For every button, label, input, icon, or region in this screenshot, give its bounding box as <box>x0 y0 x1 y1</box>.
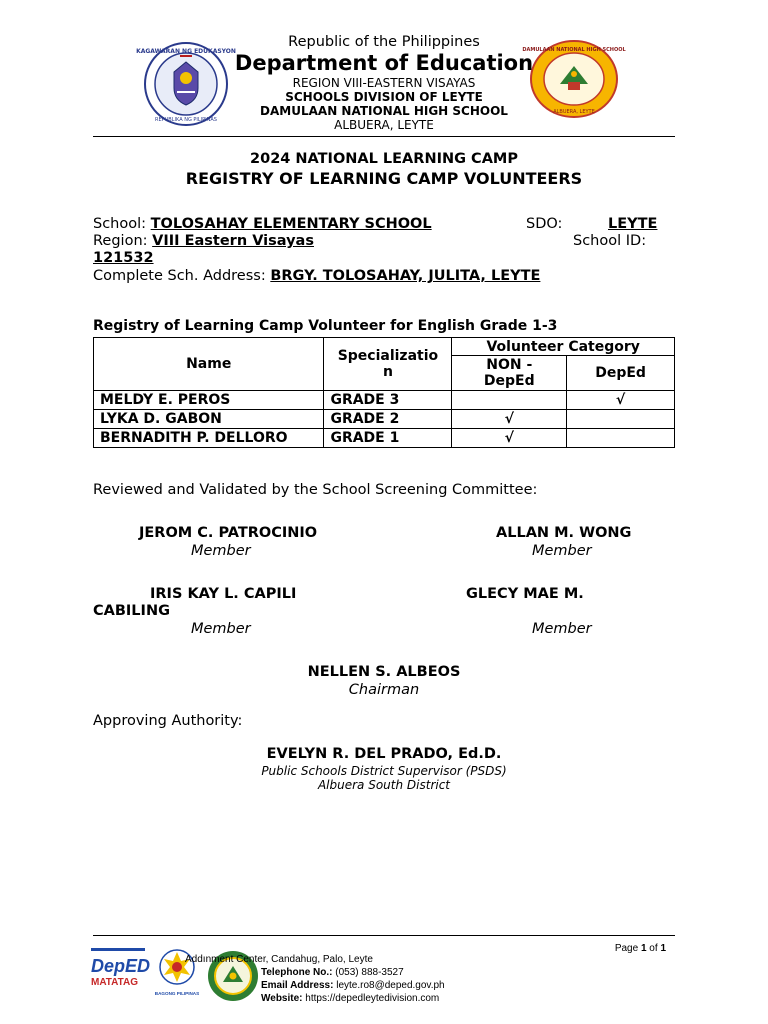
footer-email <box>261 979 445 993</box>
footer-phone-value: (053) 888-3527 <box>332 967 404 978</box>
table-header-row <box>94 338 675 356</box>
region-line <box>93 233 314 249</box>
deped-check: √ <box>567 391 675 410</box>
header-volunteer-category: Volunteer Category <box>452 338 675 356</box>
approving-label: Approving Authority: <box>93 713 243 729</box>
member-3-name: IRIS KAY L. CAPILI <box>150 586 297 602</box>
footer-address-label: Addı <box>185 954 206 965</box>
division-name: SCHOOLS DIVISION OF LEYTE <box>285 90 483 104</box>
header-name: Name <box>94 338 324 391</box>
review-statement: Reviewed and Validated by the School Screening Committee: <box>93 482 538 498</box>
region-name: REGION VIII-EASTERN VISAYAS <box>292 76 476 90</box>
page-number <box>560 942 666 956</box>
school-id-label: School ID: <box>573 233 647 249</box>
member-2-role: Member <box>532 543 592 559</box>
svg-text:ALBUERA, LEYTE: ALBUERA, LEYTE <box>553 109 595 115</box>
school-value: TOLOSAHAY ELEMENTARY SCHOOL <box>150 216 432 232</box>
department-name: Department of Education <box>234 51 534 75</box>
svg-text:KAGAWARAN NG EDUKASYON: KAGAWARAN NG EDUKASYON <box>136 48 236 55</box>
page-of: of <box>646 943 661 954</box>
deped-check <box>567 410 675 429</box>
non-deped-check <box>452 391 567 410</box>
svg-text:DAMULAAN NATIONAL HIGH SCHOOL: DAMULAAN NATIONAL HIGH SCHOOL <box>522 47 626 53</box>
member-4-role: Member <box>532 621 592 637</box>
footer-website-label: Website: <box>261 993 303 1004</box>
volunteer-name: LYKA D. GABON <box>94 410 324 429</box>
volunteer-table <box>93 337 675 448</box>
non-deped-check: √ <box>452 410 567 429</box>
sdo-label: SDO: <box>526 216 563 232</box>
matatag-logo-text: MATATAG <box>91 977 139 988</box>
deped-matatag-logo <box>91 948 151 998</box>
table-row <box>94 391 675 410</box>
header-non-deped-line2: DepEd <box>483 373 535 389</box>
country-name: Republic of the Philippines <box>288 34 480 50</box>
volunteer-name: MELDY E. PEROS <box>94 391 324 410</box>
logo-stripe <box>91 948 145 951</box>
header-deped: DepEd <box>567 356 675 391</box>
sdo-value: LEYTE <box>608 216 658 232</box>
header-specialization-line2: n <box>382 364 393 380</box>
address-label: Complete Sch. Address: <box>93 268 266 284</box>
camp-title: 2024 NATIONAL LEARNING CAMP <box>250 151 518 167</box>
member-1-name: JEROM C. PATROCINIO <box>139 525 318 541</box>
school-location: ALBUERA, LEYTE <box>334 118 434 132</box>
chairman-role: Chairman <box>348 682 420 698</box>
registry-title: REGISTRY OF LEARNING CAMP VOLUNTEERS <box>185 169 583 188</box>
deped-logo-text: DepED <box>91 956 151 976</box>
member-3-role: Member <box>191 621 251 637</box>
page-current: 1 <box>640 943 647 954</box>
table-row <box>94 410 675 429</box>
footer-address <box>185 953 373 967</box>
member-4-name: GLECY MAE M. <box>466 586 584 602</box>
footer-website <box>261 992 439 1006</box>
page-total: 1 <box>660 943 666 954</box>
region-value: VIII Eastern Visayas <box>152 233 314 249</box>
footer-divider <box>93 935 675 936</box>
approver-name: EVELYN R. DEL PRADO, Ed.D. <box>266 746 502 762</box>
svg-text:REPUBLIKA NG PILIPINAS: REPUBLIKA NG PILIPINAS <box>155 117 217 123</box>
school-line <box>93 216 432 232</box>
header-non-deped-line1: NON - <box>486 357 533 373</box>
address-value: BRGY. TOLOSAHAY, JULITA, LEYTE <box>270 268 541 284</box>
table-row <box>94 429 675 448</box>
footer-phone <box>261 966 404 980</box>
header-specialization-line1: Specializatio <box>337 348 439 364</box>
header-divider <box>93 136 675 137</box>
member-4-name-wrap: CABILING <box>93 603 170 619</box>
address-line <box>93 268 540 284</box>
non-deped-check: √ <box>452 429 567 448</box>
school-id-value: 121532 <box>93 250 154 266</box>
volunteer-grade: GRADE 2 <box>324 410 452 429</box>
registry-caption: Registry of Learning Camp Volunteer for English Grade 1-3 <box>93 318 558 334</box>
approver-title: Public Schools District Supervisor (PSDS) <box>261 764 507 778</box>
member-2-name: ALLAN M. WONG <box>496 525 632 541</box>
footer-phone-label: Telephone No.: <box>261 967 333 978</box>
volunteer-name: BERNADITH P. DELLORO <box>94 429 324 448</box>
volunteer-grade: GRADE 3 <box>324 391 452 410</box>
page-prefix: Page <box>614 943 641 954</box>
header-specialization <box>324 338 452 391</box>
approver-district: Albuera South District <box>317 778 451 792</box>
footer-address-value: nment Center, Candahug, Palo, Leyte <box>205 954 373 965</box>
volunteer-grade: GRADE 1 <box>324 429 452 448</box>
footer-email-label: Email Address: <box>261 980 334 991</box>
bagong-pilipinas-text: BAGONG PILIPINAS <box>154 991 200 996</box>
footer-website-link[interactable]: https://depedleytedivision.com <box>302 993 440 1004</box>
region-label: Region: <box>93 233 148 249</box>
school-label: School: <box>93 216 147 232</box>
deped-check <box>567 429 675 448</box>
chairman-name: NELLEN S. ALBEOS <box>307 664 461 680</box>
member-1-role: Member <box>191 543 251 559</box>
header-non-deped <box>452 356 567 391</box>
footer-email-value[interactable]: leyte.ro8@deped.gov.ph <box>333 980 445 991</box>
school-name: DAMULAAN NATIONAL HIGH SCHOOL <box>260 104 508 118</box>
